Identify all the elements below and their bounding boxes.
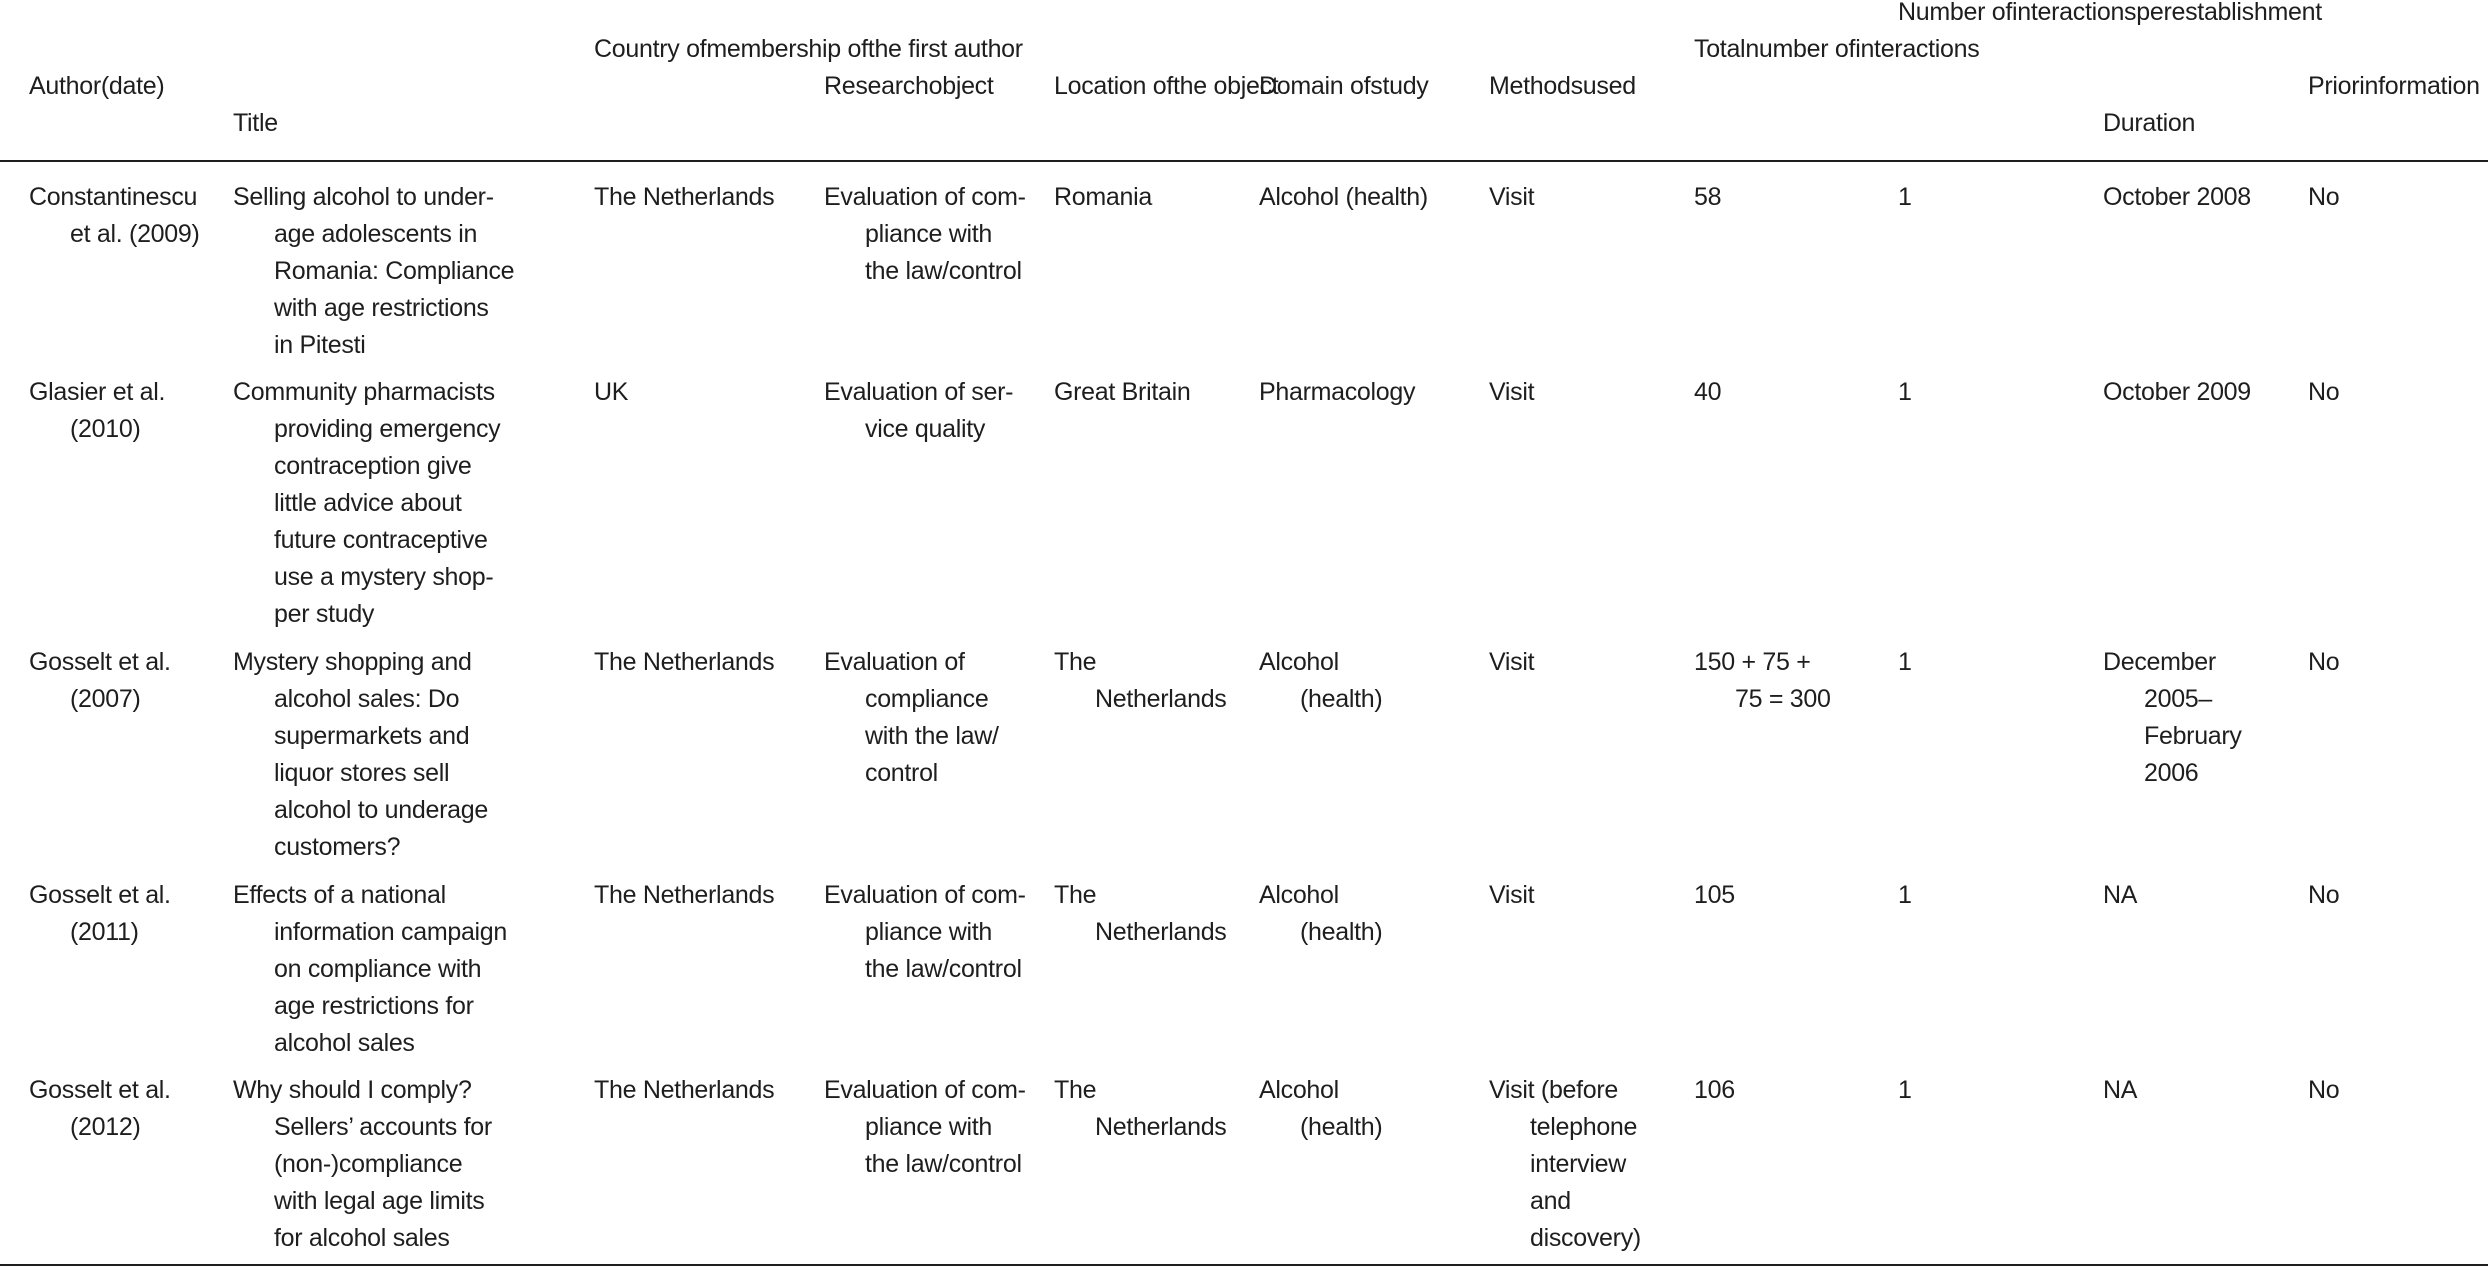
column-header-line: membership of [706,35,868,63]
column-header-methods [1489,68,1636,105]
column-header-line: per [2136,0,2172,26]
table-cell-title [233,374,500,633]
table-cell-author [29,1072,171,1146]
table-cell-duration [2103,644,2242,792]
column-header-author [29,68,164,105]
cell-line: with age restrictions [274,294,489,322]
column-header-line: Prior [2308,72,2360,100]
cell-line: The [1054,648,1097,676]
column-header-line: Total [1694,35,1746,63]
cell-line: The [1054,1076,1097,1104]
cell-line: Effects of a national [233,881,446,909]
column-header-line: Number of [1898,0,2013,26]
table-cell-methods [1489,877,1534,914]
table-cell-research [824,179,1026,290]
cell-line: et al. (2009) [70,220,200,248]
cell-line: (2010) [70,415,141,443]
column-header-line: establishment [2171,0,2322,26]
table-cell-methods [1489,1072,1641,1257]
column-header-line: the object [1173,72,1279,100]
cell-line: the law/control [865,257,1022,285]
cell-line: 2005– [2144,685,2213,713]
cell-line: Romania [1054,183,1152,211]
cell-line: Pharmacology [1259,378,1416,406]
cell-line: (2012) [70,1113,141,1141]
cell-line: 1 [1898,881,1912,909]
cell-line: Constantinescu [29,183,198,211]
cell-line: 2006 [2144,759,2199,787]
table-cell-location [1054,877,1227,951]
cell-line: Selling alcohol to under- [233,183,494,211]
table-cell-author [29,374,165,448]
cell-line: 75 = 300 [1735,685,1831,713]
cell-line: in Pitesti [274,331,366,359]
cell-line: Glasier et al. [29,378,166,406]
cell-line: interview [1530,1150,1626,1178]
cell-line: (2011) [70,918,139,946]
table-cell-per_est [1898,374,1912,411]
cell-line: Visit [1489,378,1535,406]
table-cell-total [1694,644,1831,718]
cell-line: Romania: Compliance [274,257,515,285]
cell-line: (health) [1300,685,1383,713]
cell-line: October 2009 [2103,378,2251,406]
cell-line: UK [594,378,629,406]
column-header-line: Duration [2103,109,2196,137]
cell-line: No [2308,378,2340,406]
cell-line: with the law/ [865,722,999,750]
cell-line: Evaluation of com- [824,881,1026,909]
cell-line: and [1530,1187,1571,1215]
cell-line: 40 [1694,378,1722,406]
cell-line: Visit [1489,881,1535,909]
table-cell-location [1054,644,1227,718]
cell-line: December [2103,648,2216,676]
table-cell-total [1694,374,1721,411]
table-cell-domain [1259,644,1382,718]
cell-line: providing emergency [274,415,501,443]
cell-line: NA [2103,1076,2138,1104]
table-cell-domain [1259,179,1428,216]
cell-line: supermarkets and [274,722,470,750]
table-cell-country [594,877,774,914]
column-header-line: number of [1745,35,1856,63]
column-header-line: object [928,72,994,100]
cell-line: Netherlands [1095,685,1227,713]
cell-line: pliance with [865,1113,993,1141]
table-cell-location [1054,374,1190,411]
table-cell-title [233,179,514,364]
cell-line: age restrictions for [274,992,474,1020]
table-cell-title [233,644,488,866]
column-header-location [1054,68,1278,105]
cell-line: 150 + 75 + [1694,648,1811,676]
cell-line: control [865,759,938,787]
cell-line: Evaluation of [824,648,965,676]
cell-line: (non-)compliance [274,1150,463,1178]
column-header-line: used [1582,72,1636,100]
cell-line: No [2308,881,2340,909]
table-cell-author [29,179,200,253]
cell-line: on compliance with [274,955,482,983]
cell-line: alcohol to underage [274,796,488,824]
table-cell-country [594,644,774,681]
table-cell-total [1694,1072,1735,1109]
column-header-line: interactions [1855,35,1980,63]
column-header-line: interactions [2012,0,2137,26]
cell-line: future contraceptive [274,526,488,554]
cell-line: The Netherlands [594,648,775,676]
cell-line: 105 [1694,881,1735,909]
cell-line: customers? [274,833,401,861]
cell-line: Gosselt et al. [29,881,171,909]
cell-line: Netherlands [1095,1113,1227,1141]
cell-line: Evaluation of com- [824,1076,1026,1104]
cell-line: The Netherlands [594,183,775,211]
column-header-research [824,68,994,105]
table-cell-author [29,877,171,951]
cell-line: (health) [1300,918,1383,946]
cell-line: per study [274,600,375,628]
table-cell-methods [1489,644,1534,681]
table-cell-domain [1259,1072,1382,1146]
table-cell-duration [2103,877,2137,914]
table-cell-country [594,1072,774,1109]
table-cell-methods [1489,374,1534,411]
cell-line: Alcohol [1259,1076,1339,1104]
cell-line: The Netherlands [594,881,775,909]
table-cell-per_est [1898,179,1912,216]
cell-line: No [2308,1076,2340,1104]
table-cell-title [233,877,507,1062]
cell-line: 106 [1694,1076,1735,1104]
cell-line: Mystery shopping and [233,648,472,676]
table-cell-domain [1259,374,1415,411]
column-header-total [1694,31,1979,68]
cell-line: telephone [1530,1113,1638,1141]
table-cell-location [1054,1072,1227,1146]
cell-line: NA [2103,881,2138,909]
table-cell-research [824,877,1026,988]
cell-line: the law/control [865,955,1022,983]
cell-line: pliance with [865,918,993,946]
table-bottom-rule [0,1264,2488,1266]
cell-line: (health) [1300,1113,1383,1141]
table-cell-duration [2103,179,2251,216]
cell-line: vice quality [865,415,986,443]
cell-line: the law/control [865,1150,1022,1178]
cell-line: Community pharmacists [233,378,495,406]
cell-line: October 2008 [2103,183,2251,211]
cell-line: pliance with [865,220,993,248]
cell-line: February [2144,722,2242,750]
cell-line: Visit (before [1489,1076,1619,1104]
column-header-domain [1259,68,1429,105]
cell-line: 1 [1898,183,1912,211]
cell-line: The Netherlands [594,1076,775,1104]
table-cell-prior [2308,877,2339,914]
cell-line: Gosselt et al. [29,648,171,676]
table-cell-per_est [1898,877,1912,914]
table-cell-total [1694,877,1735,914]
column-header-line: (date) [100,72,165,100]
header-rule [0,160,2488,162]
column-header-line: study [1370,72,1429,100]
column-header-line: the first author [867,35,1023,63]
cell-line: discovery) [1530,1224,1641,1252]
column-header-line: Research [824,72,929,100]
cell-line: contraception give [274,452,472,480]
cell-line: Sellers’ accounts for [274,1113,492,1141]
column-header-duration [2103,105,2195,142]
cell-line: Great Britain [1054,378,1191,406]
table-cell-prior [2308,374,2339,411]
cell-line: information campaign [274,918,508,946]
cell-line: Gosselt et al. [29,1076,171,1104]
column-header-per_est [1898,0,2322,31]
column-header-country [594,31,1023,68]
column-header-line: Country of [594,35,707,63]
column-header-prior [2308,68,2480,105]
cell-line: Netherlands [1095,918,1227,946]
cell-line: The [1054,881,1097,909]
table-cell-prior [2308,644,2339,681]
table-cell-research [824,644,999,792]
cell-line: use a mystery shop- [274,563,494,591]
table-cell-domain [1259,877,1382,951]
table-cell-research [824,374,1013,448]
cell-line: Visit [1489,648,1535,676]
cell-line: 1 [1898,1076,1912,1104]
cell-line: Evaluation of com- [824,183,1026,211]
table-cell-per_est [1898,1072,1912,1109]
table-cell-per_est [1898,644,1912,681]
cell-line: 58 [1694,183,1722,211]
table-cell-title [233,1072,492,1257]
cell-line: 1 [1898,648,1912,676]
cell-line: with legal age limits [274,1187,485,1215]
cell-line: for alcohol sales [274,1224,450,1252]
column-header-line: Methods [1489,72,1583,100]
cell-line: (2007) [70,685,141,713]
cell-line: age adolescents in [274,220,478,248]
table-cell-country [594,179,774,216]
cell-line: Evaluation of ser- [824,378,1014,406]
cell-line: Visit [1489,183,1535,211]
cell-line: alcohol sales: Do [274,685,460,713]
table-cell-research [824,1072,1026,1183]
cell-line: Alcohol [1259,881,1339,909]
table-cell-prior [2308,1072,2339,1109]
table-cell-duration [2103,1072,2137,1109]
column-header-line: information [2359,72,2480,100]
cell-line: Alcohol (health) [1259,183,1428,211]
table-cell-location [1054,179,1152,216]
column-header-line: Title [233,109,278,137]
cell-line: alcohol sales [274,1029,415,1057]
table-cell-prior [2308,179,2339,216]
table-cell-duration [2103,374,2251,411]
cell-line: 1 [1898,378,1912,406]
table-cell-methods [1489,179,1534,216]
cell-line: Alcohol [1259,648,1339,676]
table-cell-country [594,374,628,411]
cell-line: liquor stores sell [274,759,450,787]
table-cell-author [29,644,171,718]
cell-line: No [2308,648,2340,676]
cell-line: Why should I comply? [233,1076,472,1104]
table-cell-total [1694,179,1721,216]
cell-line: No [2308,183,2340,211]
column-header-title [233,105,278,142]
cell-line: little advice about [274,489,462,517]
cell-line: compliance [865,685,989,713]
column-header-line: Domain of [1259,72,1371,100]
column-header-line: Location of [1054,72,1174,100]
column-header-line: Author [29,72,101,100]
